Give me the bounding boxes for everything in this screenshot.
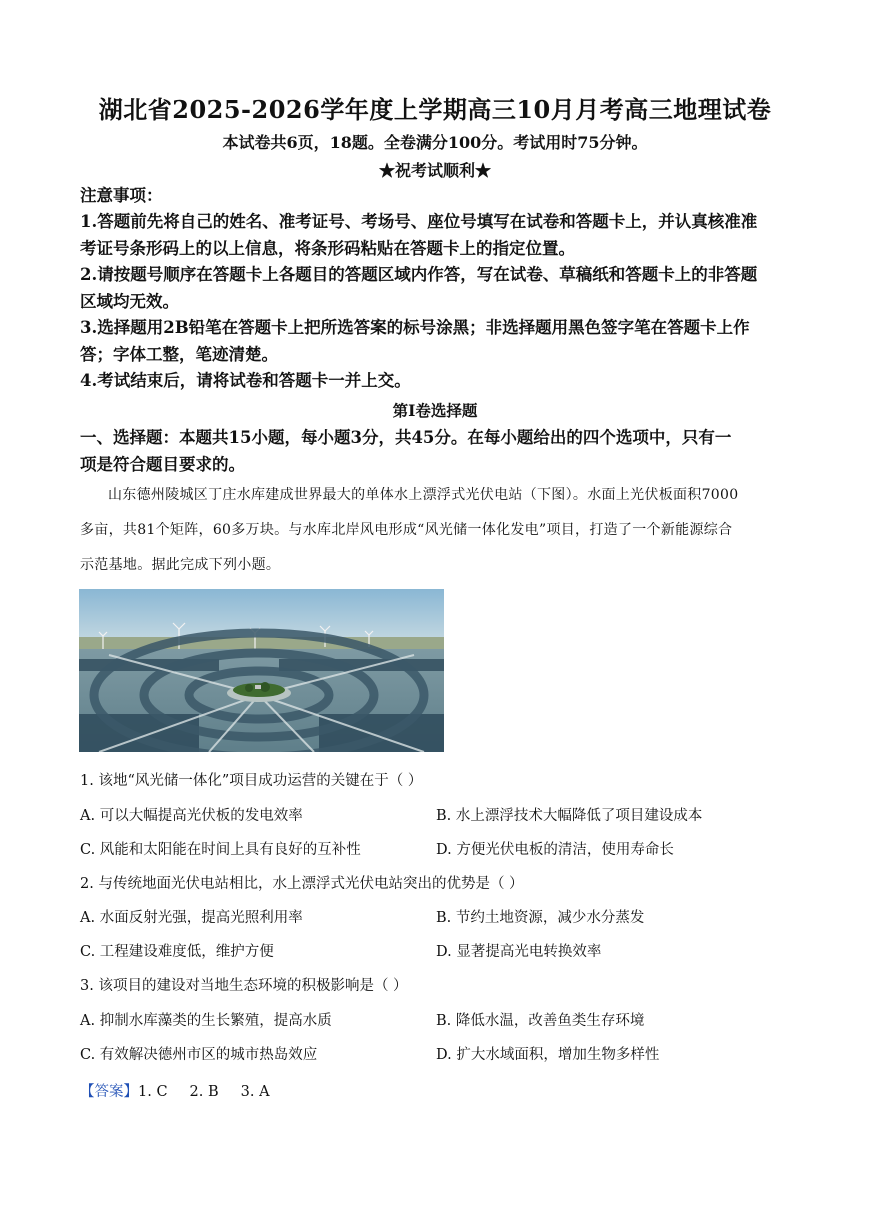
notice-line: 2.请按题号顺序在答题卡上各题目的答题区域内作答，写在试卷、草稿纸和答题卡上的非答题 bbox=[80, 265, 758, 284]
good-luck-line: ★祝考试顺利★ bbox=[378, 161, 491, 180]
answer-item: 2. B bbox=[189, 1084, 219, 1100]
section-intro: 项是符合题目要求的。 bbox=[80, 455, 245, 474]
notice-line: 1.答题前先将自己的姓名、准考证号、考场号、座位号填写在试卷和答题卡上，并认真核准准 bbox=[80, 212, 758, 231]
option-a: A. 抑制水库藻类的生长繁殖，提高水质 bbox=[80, 1013, 332, 1029]
option-b: B. 节约土地资源，减少水分蒸发 bbox=[436, 910, 645, 926]
answer-key bbox=[80, 1080, 270, 1101]
option-a: A. 水面反射光强，提高光照利用率 bbox=[80, 910, 303, 926]
answer-tag: 【答案】 bbox=[80, 1084, 138, 1100]
option-d: D. 扩大水域面积，增加生物多样性 bbox=[436, 1047, 660, 1063]
answer-item: 3. A bbox=[240, 1084, 270, 1100]
notice-line: 4.考试结束后，请将试卷和答题卡一并上交。 bbox=[80, 371, 411, 390]
floating-solar-photo bbox=[79, 589, 444, 752]
exam-subtitle: 本试卷共6页，18题。全卷满分100分。考试用时75分钟。 bbox=[222, 133, 648, 152]
question-stem: 2. 与传统地面光伏电站相比，水上漂浮式光伏电站突出的优势是（ ） bbox=[80, 876, 524, 892]
option-d: D. 方便光伏电板的清洁，使用寿命长 bbox=[436, 842, 674, 858]
notice-heading: 注意事项： bbox=[80, 186, 163, 205]
passage-line: 多亩，共81个矩阵，60多万块。与水库北岸风电形成“风光储一体化发电”项目，打造了一个新能源综合 bbox=[80, 522, 733, 538]
notice-line: 答；字体工整，笔迹清楚。 bbox=[80, 345, 278, 364]
passage-line: 示范基地。据此完成下列小题。 bbox=[80, 557, 281, 573]
option-c: C. 风能和太阳能在时间上具有良好的互补性 bbox=[80, 842, 361, 858]
passage-line: 山东德州陵城区丁庄水库建成世界最大的单体水上漂浮式光伏电站（下图）。水面上光伏板面积7000 bbox=[108, 487, 739, 503]
option-d: D. 显著提高光电转换效率 bbox=[436, 944, 602, 960]
option-c: C. 工程建设难度低，维护方便 bbox=[80, 944, 274, 960]
question-stem: 3. 该项目的建设对当地生态环境的积极影响是（ ） bbox=[80, 978, 408, 994]
option-a: A. 可以大幅提高光伏板的发电效率 bbox=[80, 808, 303, 824]
notice-line: 3.选择题用2B铅笔在答题卡上把所选答案的标号涂黑；非选择题用黑色签字笔在答题卡上作 bbox=[80, 318, 750, 337]
notice-line: 区域均无效。 bbox=[80, 292, 179, 311]
option-b: B. 水上漂浮技术大幅降低了项目建设成本 bbox=[436, 808, 703, 824]
option-c: C. 有效解决德州市区的城市热岛效应 bbox=[80, 1047, 318, 1063]
section-intro: 一、选择题：本题共15小题，每小题3分，共45分。在每小题给出的四个选项中，只有一 bbox=[80, 428, 732, 447]
notice-line: 考证号条形码上的以上信息，将条形码粘贴在答题卡上的指定位置。 bbox=[80, 239, 575, 258]
question-stem: 1. 该地“风光储一体化”项目成功运营的关键在于（ ） bbox=[80, 773, 423, 789]
answer-item: 1. C bbox=[138, 1084, 168, 1100]
option-b: B. 降低水温，改善鱼类生存环境 bbox=[436, 1013, 645, 1029]
exam-title: 湖北省2025-2026学年度上学期高三10月月考高三地理试卷 bbox=[98, 95, 772, 124]
section-title: 第Ⅰ卷选择题 bbox=[392, 401, 478, 420]
